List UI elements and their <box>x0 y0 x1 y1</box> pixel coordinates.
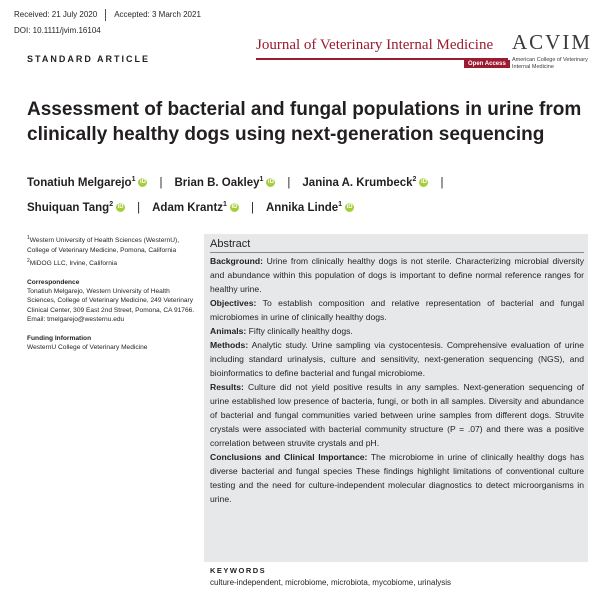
author-separator: | <box>440 176 444 189</box>
author-separator: | <box>287 176 291 189</box>
accepted-date: Accepted: 3 March 2021 <box>114 10 201 20</box>
article-type: STANDARD ARTICLE <box>27 54 150 64</box>
abstract-heading: Abstract <box>210 238 251 250</box>
author-separator: | <box>137 201 141 214</box>
acvim-logo: ACVIM <box>512 30 593 54</box>
author[interactable]: Adam Krantz$^1$ iD <box>152 200 238 214</box>
funding-heading: Funding Information <box>27 334 92 342</box>
funding-text: WesternU College of Veterinary Medicine <box>27 344 148 352</box>
orcid-icon[interactable]: iD <box>139 179 146 186</box>
correspondence-text: Tonatiuh Melgarejo, Western University of Health Sciences, College of Veterinary Medicine, 249 Veterinary Clinical Center, 309 East 2nd Street, Pomona, CA 91766. <box>27 288 195 314</box>
paper-title: Assessment of bacterial and fungal populations in urine from clinically healthy dogs using next-generation sequencing <box>27 99 582 145</box>
keywords-heading: KEYWORDS <box>210 566 267 575</box>
orcid-icon[interactable]: iD <box>267 179 274 186</box>
doi[interactable]: DOI: 10.1111/jvim.16104 <box>14 26 101 35</box>
keywords-text: culture-independent, microbiome, microbiota, mycobiome, urinalysis <box>210 578 451 587</box>
author[interactable]: Brian B. Oakley$^1$ iD <box>174 176 274 189</box>
author[interactable]: Janina A. Krumbeck$^2$ iD <box>302 176 427 189</box>
author-separator: | <box>250 201 254 214</box>
article-dates <box>14 9 201 21</box>
correspondence-heading: Correspondence <box>27 278 80 286</box>
article-sidebar <box>27 234 197 361</box>
author[interactable]: Tonatiuh Melgarejo$^1$ iD <box>27 176 146 189</box>
funding <box>27 334 197 353</box>
date-separator <box>105 9 106 21</box>
orcid-icon[interactable]: iD <box>231 204 238 211</box>
author[interactable]: Shuiquan Tang$^2$ iD <box>27 200 124 214</box>
journal-title[interactable]: Journal of Veterinary Internal Medicine <box>256 37 494 53</box>
orcid-icon[interactable]: iD <box>420 179 427 186</box>
received-date: Received: 21 July 2020 <box>14 10 98 20</box>
author-separator: | <box>159 176 163 189</box>
correspondence-email[interactable]: Email: tmelgarejo@westernu.edu <box>27 316 125 324</box>
abstract-rule <box>210 252 584 253</box>
orcid-icon[interactable]: iD <box>117 204 124 211</box>
abstract-section: Background: Urine from clinically healthy dogs is not sterile. Characterizing microbial diversity and abundance within this population of dogs is important to define normal reference ranges for healthy urine. <box>210 256 584 294</box>
abstract-section: Methods: Analytic study. Urine sampling via cystocentesis. Comprehensive evaluation of urine including standard urinalysis, culture and sensitivity, next-generation sequencing (NGS), and bioinformatics to define bacterial and fungal microbiome. <box>210 340 584 378</box>
affiliation: $^1$Western University of Health Sciences (WesternU), College of Veterinary Medicine, Pomona, California <box>27 235 180 254</box>
affiliations <box>27 234 197 269</box>
abstract-section: Objectives: To establish composition and relative representation of bacterial and fungal microbiomes in urine of clinically healthy dogs. <box>210 298 584 322</box>
author[interactable]: Annika Linde$^1$ iD <box>265 200 353 214</box>
author-list <box>27 169 587 219</box>
abstract-body <box>210 254 584 506</box>
correspondence <box>27 278 197 325</box>
affiliation: $^2$MiDOG LLC, Irvine, California <box>27 258 117 268</box>
abstract-section: Results: Culture did not yield positive results in any samples. Next-generation sequencing of urine established low presence of bacteria, fungi, or both in all samples. Diversity and abundance of bacterial and fungal communities varied between urine samples from different dogs. Struvite crystals were associated with bacterial community structure (P = .07) and there was a positive correlation between struvite crystals and pH. <box>210 382 584 448</box>
abstract-section: Conclusions and Clinical Importance: The microbiome in urine of clinically healthy dogs has diverse bacterial and fungal species These findings highlight limitations of conventional culture testing and the need for culture-independent molecular diagnostics to detect microorganisms in urine. <box>210 452 584 504</box>
open-access-badge: Open Access <box>464 60 510 68</box>
abstract-section: Animals: Fifty clinically healthy dogs. <box>210 326 353 336</box>
orcid-icon[interactable]: iD <box>346 204 353 211</box>
acvim-logo-subtitle: American College of Veterinary Internal Medicine <box>512 57 588 70</box>
